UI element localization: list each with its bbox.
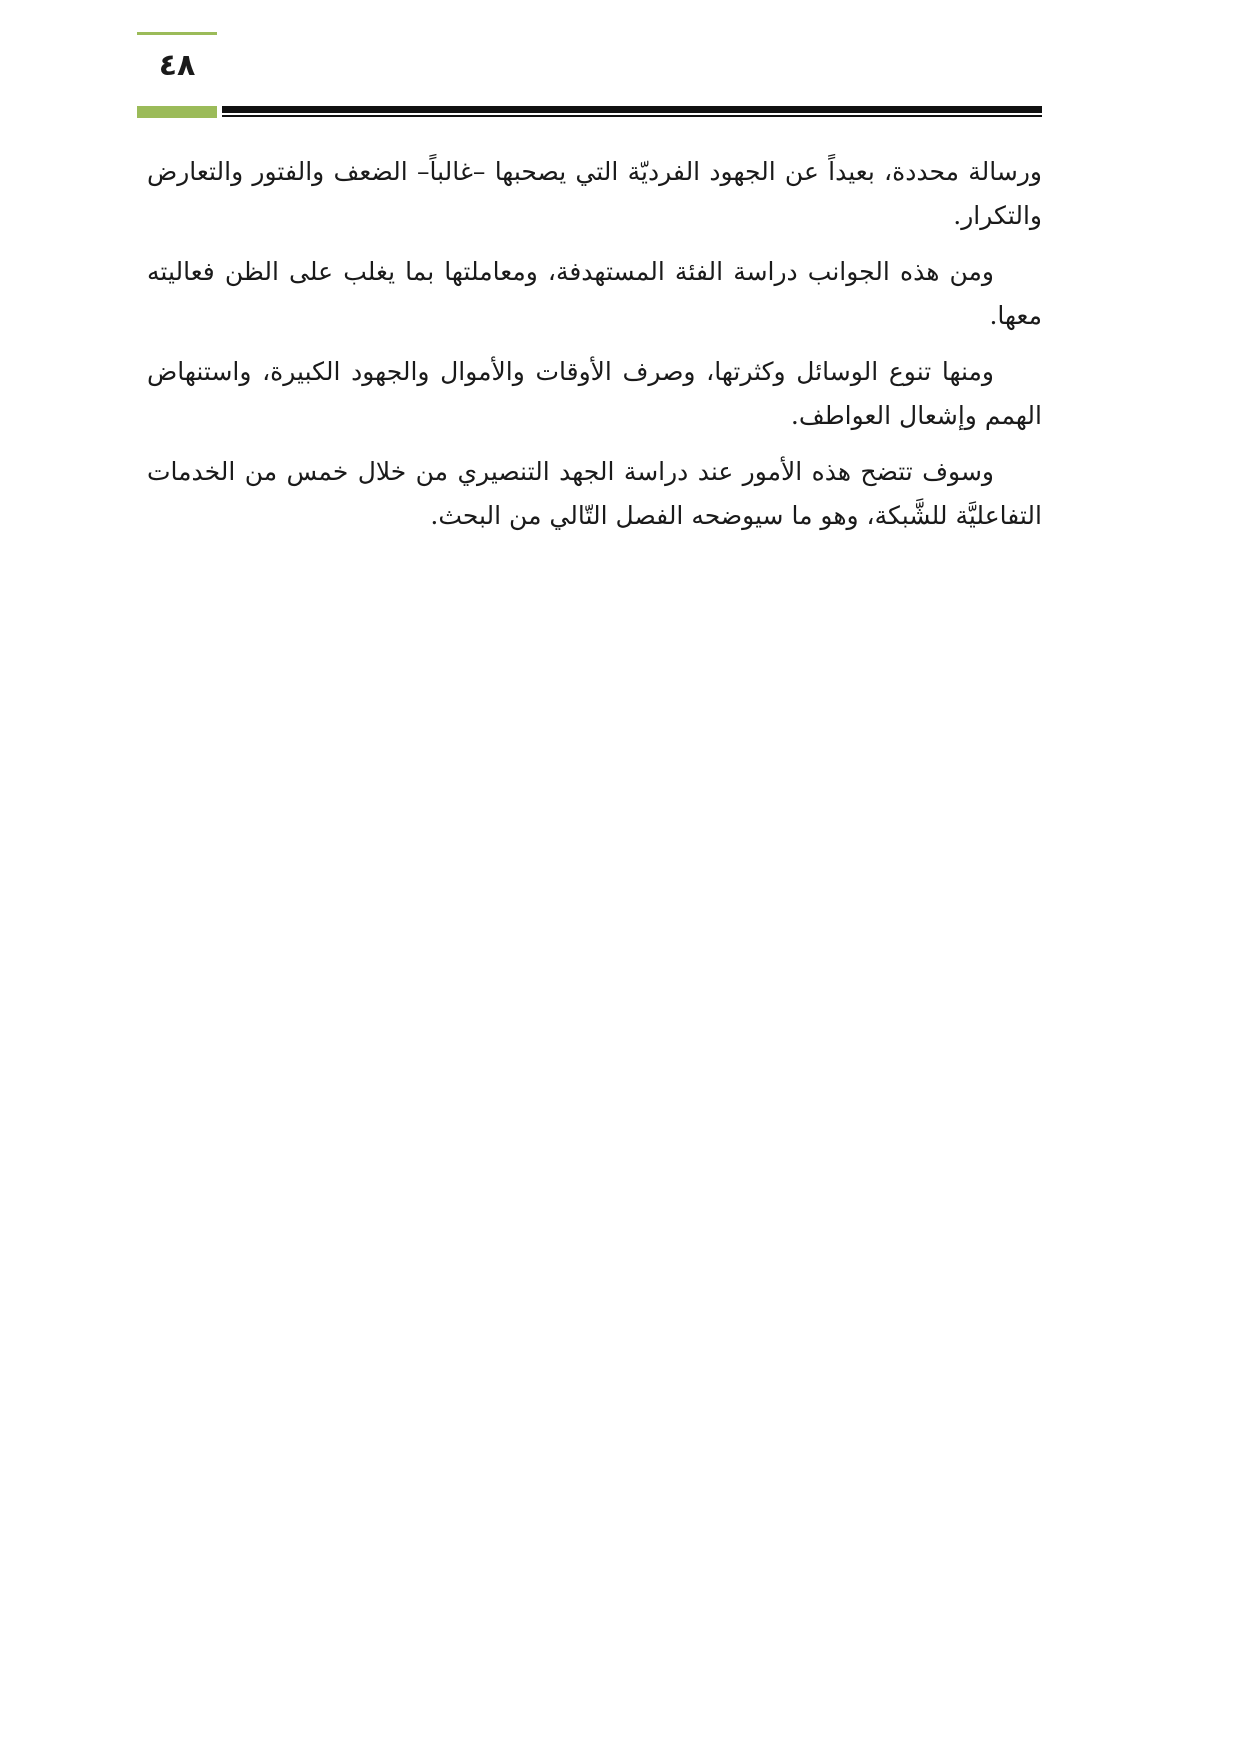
paragraph: ومن هذه الجوانب دراسة الفئة المستهدفة، ومعاملتها بما يغلب على الظن فعاليته معها.: [147, 257, 1042, 330]
body-text: [147, 150, 1042, 550]
header-accent-bar: [137, 106, 217, 118]
paragraph: وسوف تتضح هذه الأمور عند دراسة الجهد التنصيري من خلال خمس من الخدمات التفاعليَّة للشَّبكة، وهو ما سيوضحه الفصل التّالي من البحث.: [147, 457, 1042, 530]
page-number: ٤٨: [158, 48, 196, 83]
paragraph: ومنها تنوع الوسائل وكثرتها، وصرف الأوقات والأموال والجهود الكبيرة، واستنهاض الهمم وإشعال العواطف.: [147, 357, 1042, 430]
header-rule-thick: [222, 106, 1042, 113]
header-rule-thin: [222, 115, 1042, 117]
paragraph: ورسالة محددة، بعيداً عن الجهود الفرديّة التي يصحبها –غالباً– الضعف والفتور والتعارض والتكرار.: [147, 157, 1043, 230]
page-number-top-rule: [137, 32, 217, 35]
